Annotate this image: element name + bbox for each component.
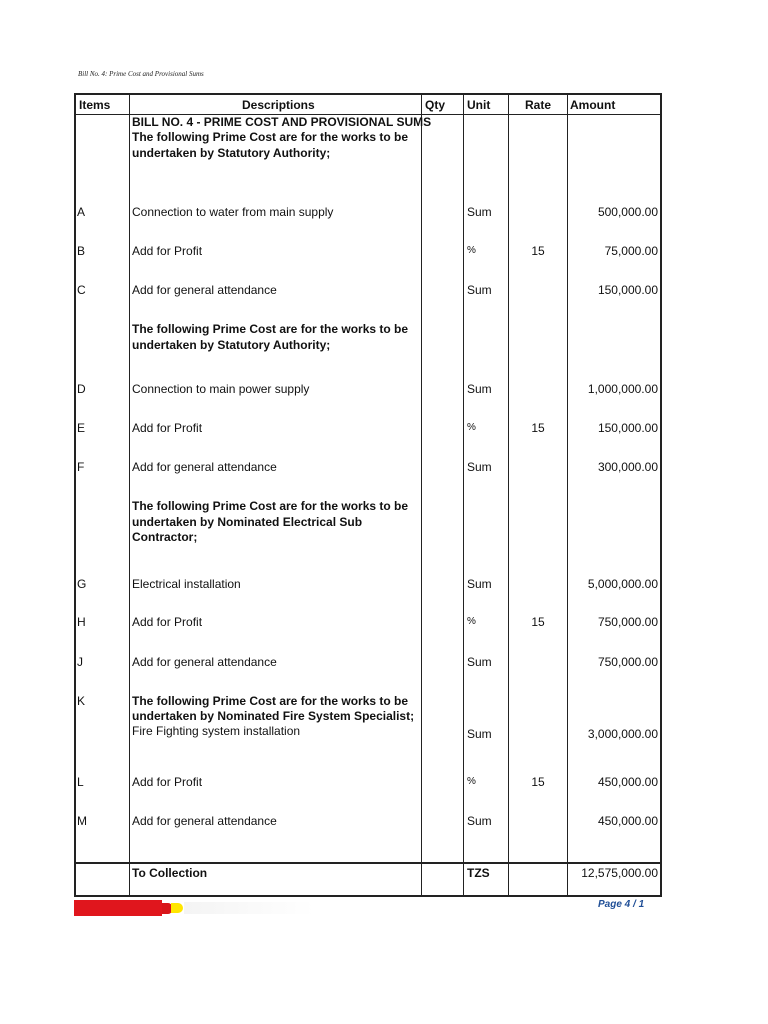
section-heading-line: undertaken by Nominated Fire System Specialist; [132,709,415,723]
section-heading-line: Contractor; [132,530,198,544]
item-letter: B [77,244,86,258]
section-heading-line: undertaken by Nominated Electrical Sub [132,515,363,529]
item-description: Add for general attendance [132,814,277,828]
item-letter: E [77,421,86,435]
item-unit: Sum [467,382,492,396]
item-amount: 450,000.00 [597,775,658,789]
section-heading-line: The following Prime Cost are for the works to be [132,322,409,336]
footer-bar-red [74,900,162,916]
running-head: Bill No. 4: Prime Cost and Provisional Sums [78,70,204,78]
header-descriptions: Descriptions [242,98,315,112]
item-letter: A [77,205,86,219]
item-amount: 75,000.00 [604,244,658,258]
item-description: Fire Fighting system installation [132,724,301,738]
item-amount: 300,000.00 [597,460,658,474]
item-letter: F [77,460,85,474]
footer-pencil-bar [74,900,314,916]
item-amount: 3,000,000.00 [587,727,658,741]
item-unit: Sum [467,814,492,828]
item-letter: D [77,382,86,396]
item-description: Add for general attendance [132,283,277,297]
column-divider-descriptions [421,95,422,895]
header-qty: Qty [425,98,446,112]
item-description: Connection to water from main supply [132,205,334,219]
total-label: To Collection [132,866,208,880]
footer-bar-fade [184,902,314,914]
section-heading-line: undertaken by Statutory Authority; [132,146,331,160]
column-divider-items [129,95,130,895]
item-rate: 15 [531,615,545,629]
item-description: Add for Profit [132,775,203,789]
section-heading-line: The following Prime Cost are for the works to be [132,694,409,708]
item-letter: H [77,615,86,629]
item-description: Add for general attendance [132,460,277,474]
item-amount: 150,000.00 [597,421,658,435]
item-rate: 15 [531,244,545,258]
item-letter: M [77,814,87,828]
item-amount: 750,000.00 [597,615,658,629]
item-unit: % [467,245,476,256]
column-divider-qty [463,95,464,895]
item-amount: 750,000.00 [597,655,658,669]
item-amount: 500,000.00 [597,205,658,219]
total-amount: 12,575,000.00 [581,866,658,880]
item-unit: % [467,616,476,627]
item-letter: J [77,655,83,669]
item-letter: L [77,775,84,789]
header-amount: Amount [570,98,616,112]
item-rate: 15 [531,421,545,435]
bill-table [74,93,662,897]
item-description: Add for Profit [132,244,203,258]
item-amount: 1,000,000.00 [587,382,658,396]
item-amount: 150,000.00 [597,283,658,297]
section-heading-line: undertaken by Statutory Authority; [132,338,331,352]
item-description: Electrical installation [132,577,241,591]
item-letter: C [77,283,86,297]
item-unit: Sum [467,205,492,219]
item-unit: % [467,422,476,433]
item-unit: % [467,776,476,787]
item-rate: 15 [531,775,545,789]
total-unit: TZS [467,866,490,880]
item-description: Add for general attendance [132,655,277,669]
bill-title: BILL NO. 4 - PRIME COST AND PROVISIONAL SUMS [132,115,432,129]
section-heading-line: The following Prime Cost are for the works to be [132,499,409,513]
header-rate: Rate [525,98,552,112]
item-description: Add for Profit [132,421,203,435]
item-unit: Sum [467,283,492,297]
item-unit: Sum [467,577,492,591]
item-unit: Sum [467,727,492,741]
header-unit: Unit [467,98,491,112]
page-number: Page 4 / 1 [598,899,645,910]
item-description: Add for Profit [132,615,203,629]
item-amount: 5,000,000.00 [587,577,658,591]
item-letter: K [77,694,86,708]
item-unit: Sum [467,655,492,669]
column-divider-unit [508,95,509,895]
header-items: Items [79,98,111,112]
item-unit: Sum [467,460,492,474]
footer-bar-yellow [171,903,183,913]
total-rule [76,862,660,864]
item-amount: 450,000.00 [597,814,658,828]
section-heading-line: The following Prime Cost are for the works to be [132,130,409,144]
item-letter: G [77,577,87,591]
item-description: Connection to main power supply [132,382,310,396]
